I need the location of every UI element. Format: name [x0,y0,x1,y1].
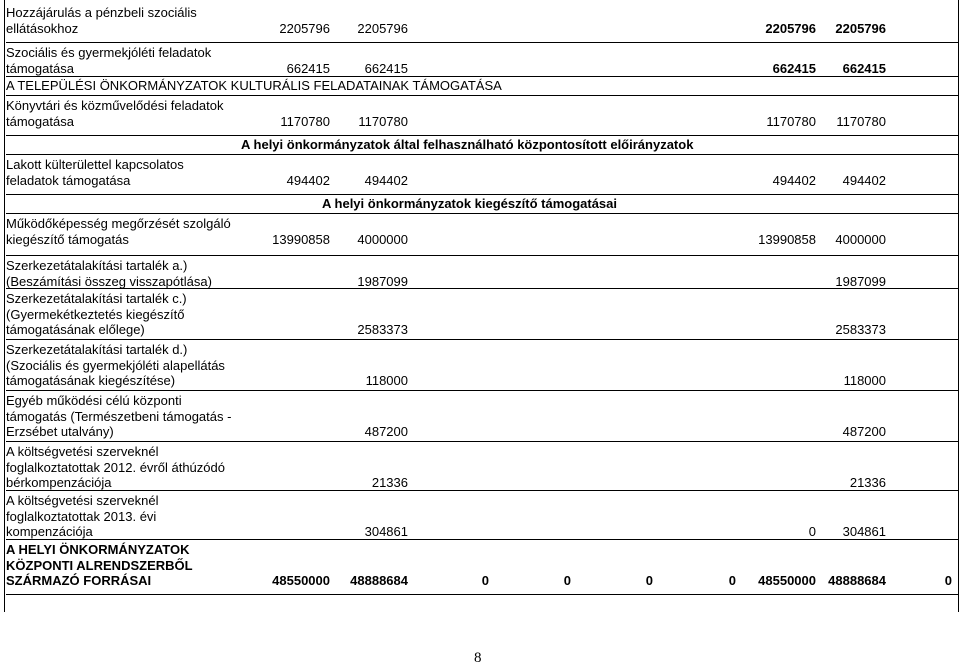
cell-value-c8: 4000000 [835,231,886,247]
row-label [6,291,187,338]
section-header-row [6,136,958,155]
cell-value-c7: 662415 [772,60,816,76]
cell-value-c8: 118000 [843,373,886,388]
row-label-line: Működőképesség megőrzését szolgáló [6,216,231,231]
table-row [6,256,958,289]
table-row [6,214,958,256]
table-left-border [4,0,5,612]
cell-value-c1: 662415 [286,60,330,76]
cell-value-c1: 2205796 [279,20,330,36]
cell-value-c2: 2205796 [357,20,408,36]
cell-value-c7: 494402 [772,172,816,188]
cell-value-c2: 304861 [364,524,408,539]
cell-value-c2: 662415 [364,60,408,76]
row-label [6,45,211,76]
page-number: 8 [474,650,482,666]
cell-value-c7: 0 [808,524,816,539]
table-row [6,96,958,136]
row-label-line: (Szociális és gyermekjóléti alapellátás [6,357,225,373]
row-label-line: A TELEPÜLÉSI ÖNKORMÁNYZATOK KULTURÁLIS FELADATAINAK TÁMOGATÁSA [6,78,502,93]
table-row [6,540,958,595]
cell-value-c8: 304861 [842,524,886,539]
row-label-line: Szociális és gyermekjóléti feladatok [6,45,212,60]
row-label-line: Szerkezetátalakítási tartalék d.) [6,342,188,357]
row-label-line: kompenzációja [6,524,93,539]
table-row [6,3,958,43]
table-row [6,340,958,391]
cell-value-c7: 1170780 [766,113,816,129]
section-header-row [6,195,958,214]
row-label-line: támogatás (Természetbeni támogatás - [6,408,232,424]
row-label-line: támogatásának előlege) [6,322,145,337]
row-label [6,542,193,589]
cell-value-c1: 1170780 [280,113,330,129]
row-label-line: (Gyermekétkeztetés kiegészítő [6,306,185,322]
row-label-line: foglalkoztatottak 2013. évi [6,508,157,524]
cell-value-c6: 0 [728,573,736,588]
row-label-line: foglalkoztatottak 2012. évről áthúzódó [6,459,225,475]
row-label [6,444,225,491]
row-label-line: SZÁRMAZÓ FORRÁSAI [6,573,152,588]
row-label [6,342,225,389]
row-label-line: A költségvetési szerveknél [6,444,159,459]
table-row [6,391,958,442]
section-header: A helyi önkormányzatok által felhasználható központosított előirányzatok [241,137,694,152]
row-label [6,216,231,247]
row-label-line: Hozzájárulás a pénzbeli szociális [6,5,197,20]
row-label-line: Szerkezetátalakítási tartalék a.) [6,258,188,273]
cell-value-c8: 48888684 [828,573,886,588]
row-label-line: Erzsébet utalvány) [6,424,114,439]
cell-value-c7: 2205796 [765,20,816,36]
cell-value-c8: 2583373 [835,322,886,337]
row-label [6,5,197,36]
table-row [6,43,958,77]
cell-value-c8: 21336 [849,475,886,490]
cell-value-c2: 1170780 [358,113,408,129]
cell-value-c8: 487200 [842,424,886,439]
cell-value-c5: 0 [645,573,653,588]
table-row [6,289,958,340]
row-label-line: kiegészítő támogatás [6,231,129,247]
row-label-line: KÖZPONTI ALRENDSZERBŐL [6,557,193,573]
row-label [6,258,212,289]
row-label-line: támogatása [6,113,74,129]
table-right-border [958,0,959,612]
cell-value-c2: 487200 [364,424,408,439]
cell-value-c1: 13990858 [272,231,330,247]
cell-value-c1: 48550000 [272,573,330,588]
cell-value-c2: 494402 [364,172,408,188]
table-row [6,491,958,540]
row-label [6,98,224,129]
cell-value-c8: 494402 [842,172,886,188]
row-label [6,393,231,440]
budget-table [6,3,958,595]
cell-value-c2: 1987099 [357,273,408,289]
row-label [6,78,502,94]
row-label [6,157,184,188]
row-label [6,493,158,540]
cell-value-c2: 48888684 [350,573,408,588]
table-row [6,77,958,96]
row-label-line: Lakott külterülettel kapcsolatos [6,157,184,172]
cell-value-c9: 0 [944,573,952,588]
row-label-line: Egyéb működési célú központi [6,393,182,408]
cell-value-c7: 48550000 [758,573,816,588]
cell-value-c2: 118000 [365,373,408,388]
cell-value-c4: 0 [563,573,571,588]
cell-value-c8: 1987099 [835,273,886,289]
row-label-line: támogatásának kiegészítése) [6,373,176,388]
row-label-line: (Beszámítási összeg visszapótlása) [6,273,212,289]
row-label-line: ellátásokhoz [6,20,79,36]
cell-value-c1: 494402 [286,172,330,188]
cell-value-c2: 21336 [371,475,408,490]
table-row [6,155,958,195]
row-label-line: A költségvetési szerveknél [6,493,159,508]
cell-value-c8: 1170780 [836,113,886,129]
cell-value-c8: 2205796 [835,20,886,36]
cell-value-c2: 4000000 [357,231,408,247]
row-label-line: Szerkezetátalakítási tartalék c.) [6,291,187,306]
cell-value-c3: 0 [481,573,489,588]
table-row [6,442,958,491]
cell-value-c7: 13990858 [758,231,816,247]
row-label-line: Könyvtári és közművelődési feladatok [6,98,224,113]
cell-value-c2: 2583373 [357,322,408,337]
section-header: A helyi önkormányzatok kiegészítő támogatásai [322,196,617,211]
cell-value-c8: 662415 [842,60,886,76]
row-label-line: támogatása [6,60,74,76]
row-label-line: bérkompenzációja [6,475,112,490]
row-label-line: A HELYI ÖNKORMÁNYZATOK [6,542,190,557]
row-label-line: feladatok támogatása [6,172,131,188]
